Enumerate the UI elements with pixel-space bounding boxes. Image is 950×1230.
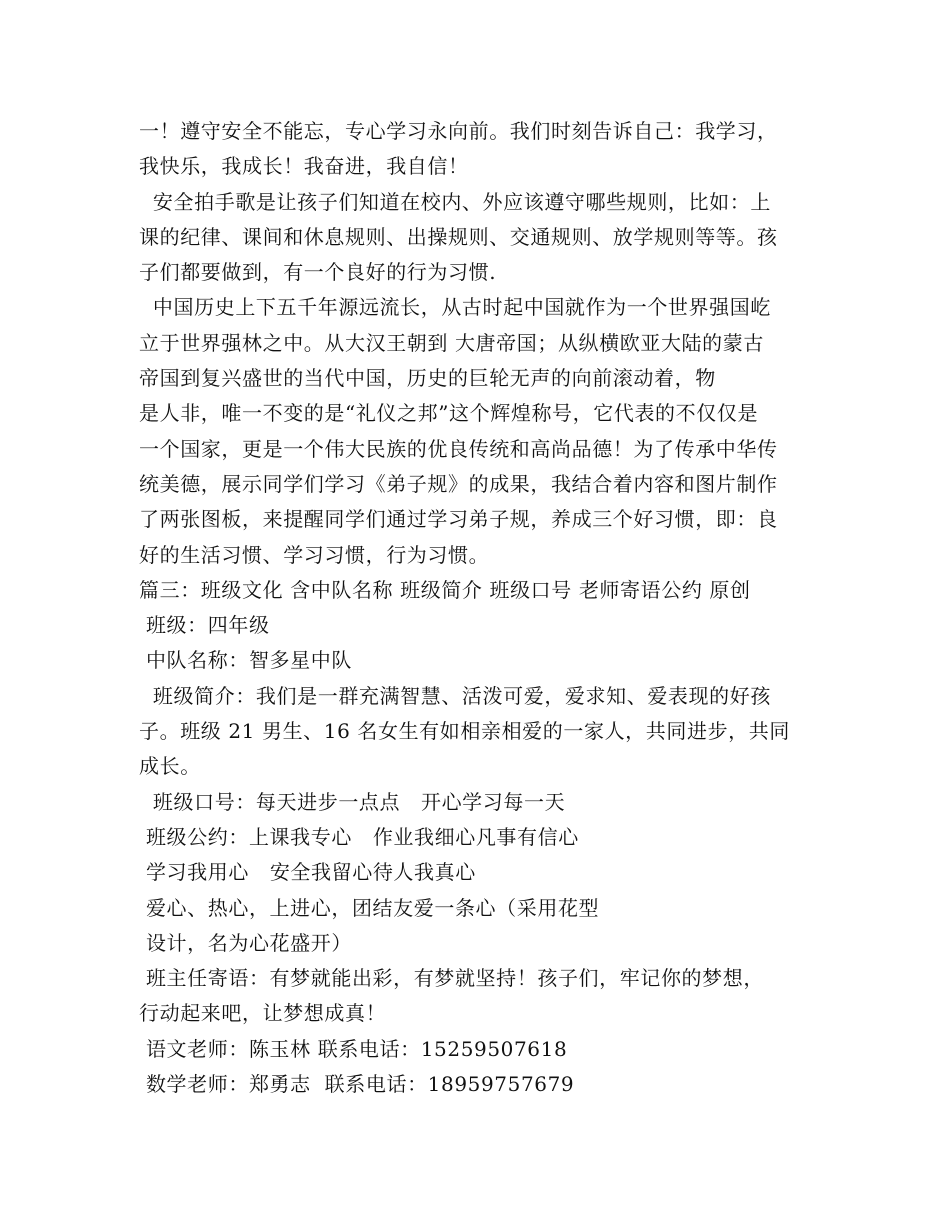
text-line: 子们都要做到，有一个良好的行为习惯.: [139, 260, 497, 285]
text-line: 课的纪律、课间和休息规则、出操规则、交通规则、放学规则等等。孩: [139, 224, 778, 249]
text-line: 是人非，唯一不变的是“礼仪之邦”这个辉煌称号，它代表的不仅仅是: [139, 401, 759, 426]
document-page: [139, 114, 819, 1102]
text-line: 好的生活习惯、学习习惯，行为习惯。: [139, 542, 490, 567]
text-line: 帝国到复兴盛世的当代中国，历史的巨轮无声的向前滚动着，物: [139, 366, 716, 391]
text-line: 子。班级 21 男生、16 名女生有如相亲相爱的一家人，共同进步，共同: [139, 719, 790, 744]
text-line: 学习我用心 安全我留心待人我真心: [139, 860, 476, 885]
text-line: 统美德，展示同学们学习《弟子规》的成果，我结合着内容和图片制作: [139, 471, 778, 496]
text-line: 数学老师：郑勇志 联系电话：18959757679: [139, 1072, 575, 1097]
text-line: 语文老师：陈玉林 联系电话：15259507618: [139, 1036, 568, 1061]
text-line: 我快乐，我成长！我奋进，我自信！: [139, 154, 469, 179]
text-line: 立于世界强林之中。从大汉王朝到 大唐帝国；从纵横欧亚大陆的蒙古: [139, 330, 764, 355]
text-line: 班级简介：我们是一群充满智慧、活泼可爱，爱求知、爱表现的好孩: [139, 683, 771, 708]
section-heading: 篇三：班级文化 含中队名称 班级简介 班级口号 老师寄语公约 原创: [139, 577, 751, 602]
text-line: 中国历史上下五千年源远流长，从古时起中国就作为一个世界强国屹: [139, 295, 771, 320]
text-line: 了两张图板，来提醒同学们通过学习弟子规，养成三个好习惯，即：良: [139, 507, 778, 532]
text-line: 班级公约：上课我专心 作业我细心凡事有信心: [139, 824, 579, 849]
text-line: 中队名称：智多星中队: [139, 648, 352, 673]
text-line: 安全拍手歌是让孩子们知道在校内、外应该遵守哪些规则，比如：上: [139, 189, 771, 214]
text-line: 成长。: [139, 754, 201, 779]
text-line: 爱心、热心，上进心，团结友爱一条心（采用花型: [139, 895, 600, 920]
text-line: 班级口号：每天进步一点点 开心学习每一天: [139, 789, 566, 814]
text-line: 一个国家，更是一个伟大民族的优良传统和高尚品德！为了传承中华传: [139, 436, 778, 461]
text-line: 行动起来吧，让梦想成真！: [139, 1001, 387, 1026]
text-line: 一！遵守安全不能忘，专心学习永向前。我们时刻告诉自己：我学习，: [139, 119, 778, 143]
text-line: 班级：四年级: [139, 613, 270, 638]
text-line: 班主任寄语：有梦就能出彩，有梦就坚持！孩子们，牢记你的梦想，: [139, 966, 764, 991]
text-line: 设计，名为心花盛开）: [139, 930, 352, 955]
